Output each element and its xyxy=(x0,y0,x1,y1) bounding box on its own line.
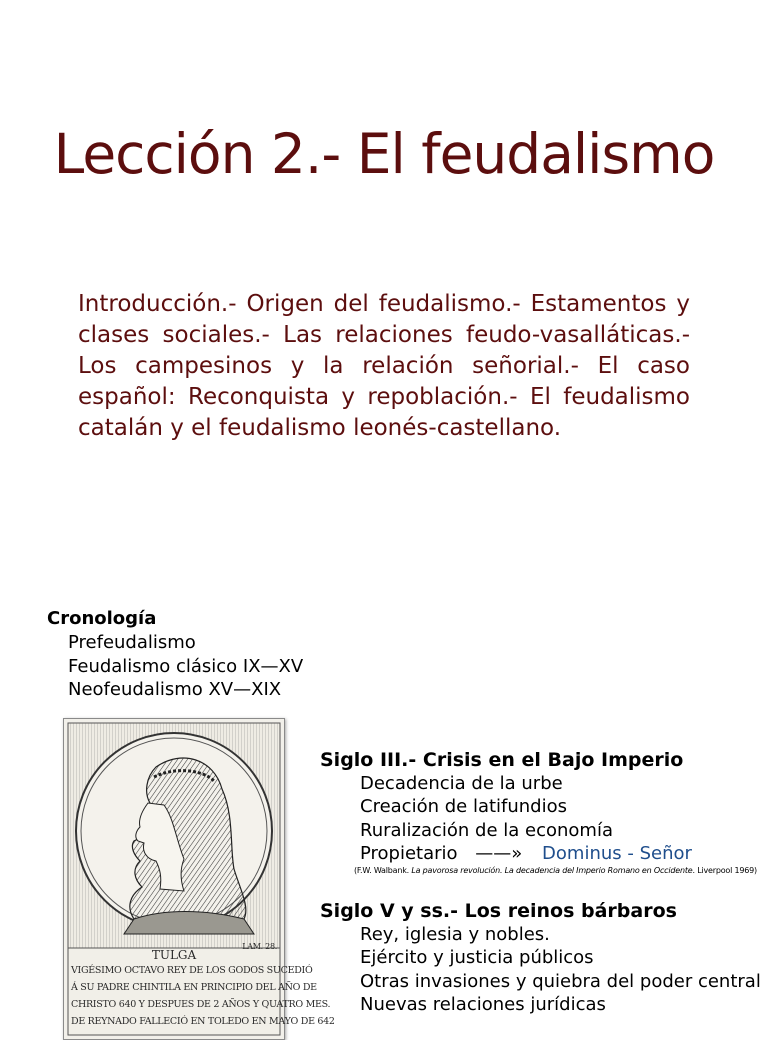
caption-line: Á SU PADRE CHINTILA EN PRINCIPIO DEL AÑO DE xyxy=(71,982,317,993)
siglo5-item: Ejército y justicia públicos xyxy=(360,947,594,968)
walbank-citation xyxy=(354,866,757,875)
king-name: TULGA xyxy=(151,948,197,962)
plate-number: LAM. 28. xyxy=(242,942,277,951)
siglo3-heading: Siglo III.- Crisis en el Bajo Imperio xyxy=(320,749,684,771)
cronologia-heading: Cronología xyxy=(47,608,157,629)
arrow: ——» xyxy=(475,843,523,864)
siglo3-item: Ruralización de la economía xyxy=(360,820,614,841)
siglo5-item: Otras invasiones y quiebra del poder central xyxy=(360,971,761,992)
siglo5-item: Nuevas relaciones jurídicas xyxy=(360,994,606,1015)
king-engraving xyxy=(63,718,335,1040)
cronologia-item: Neofeudalismo XV—XIX xyxy=(68,679,282,700)
propietario-row xyxy=(360,843,692,864)
lesson-title: Lección 2.- El feudalismo xyxy=(53,122,715,186)
propietario-label: Propietario xyxy=(360,843,458,864)
citation-work: La pavorosa revolución. La decadencia del Imperio Romano en Occidente xyxy=(411,866,693,875)
siglo5-heading: Siglo V y ss.- Los reinos bárbaros xyxy=(320,900,677,922)
cronologia-item: Feudalismo clásico IX—XV xyxy=(68,656,304,677)
cronologia-item: Prefeudalismo xyxy=(68,632,196,653)
caption-line: VIGÉSIMO OCTAVO REY DE LOS GODOS SUCEDIÓ xyxy=(71,965,313,976)
caption-line: CHRISTO 640 Y DESPUES DE 2 AÑOS Y QUATRO MES. xyxy=(71,999,331,1010)
intro-paragraph: Introducción.- Origen del feudalismo.- Estamentos y clases sociales.- Las relaciones feudo-vasalláticas.- Los campesinos y la relación señorial.- El caso español: Reconquista y repoblación.- El feudalismo catalán y el feudalismo leonés-castellano. xyxy=(78,291,690,441)
dominus-label: Dominus - Señor xyxy=(542,843,692,864)
caption-line: DE REYNADO FALLECIÓ EN TOLEDO EN MAYO DE 642 xyxy=(71,1016,335,1027)
siglo3-item: Decadencia de la urbe xyxy=(360,773,563,794)
siglo3-item: Creación de latifundios xyxy=(360,796,567,817)
citation-author: (F.W. Walbank. xyxy=(354,866,412,875)
citation-place: . Liverpool 1969) xyxy=(692,866,757,875)
siglo5-item: Rey, iglesia y nobles. xyxy=(360,924,550,945)
